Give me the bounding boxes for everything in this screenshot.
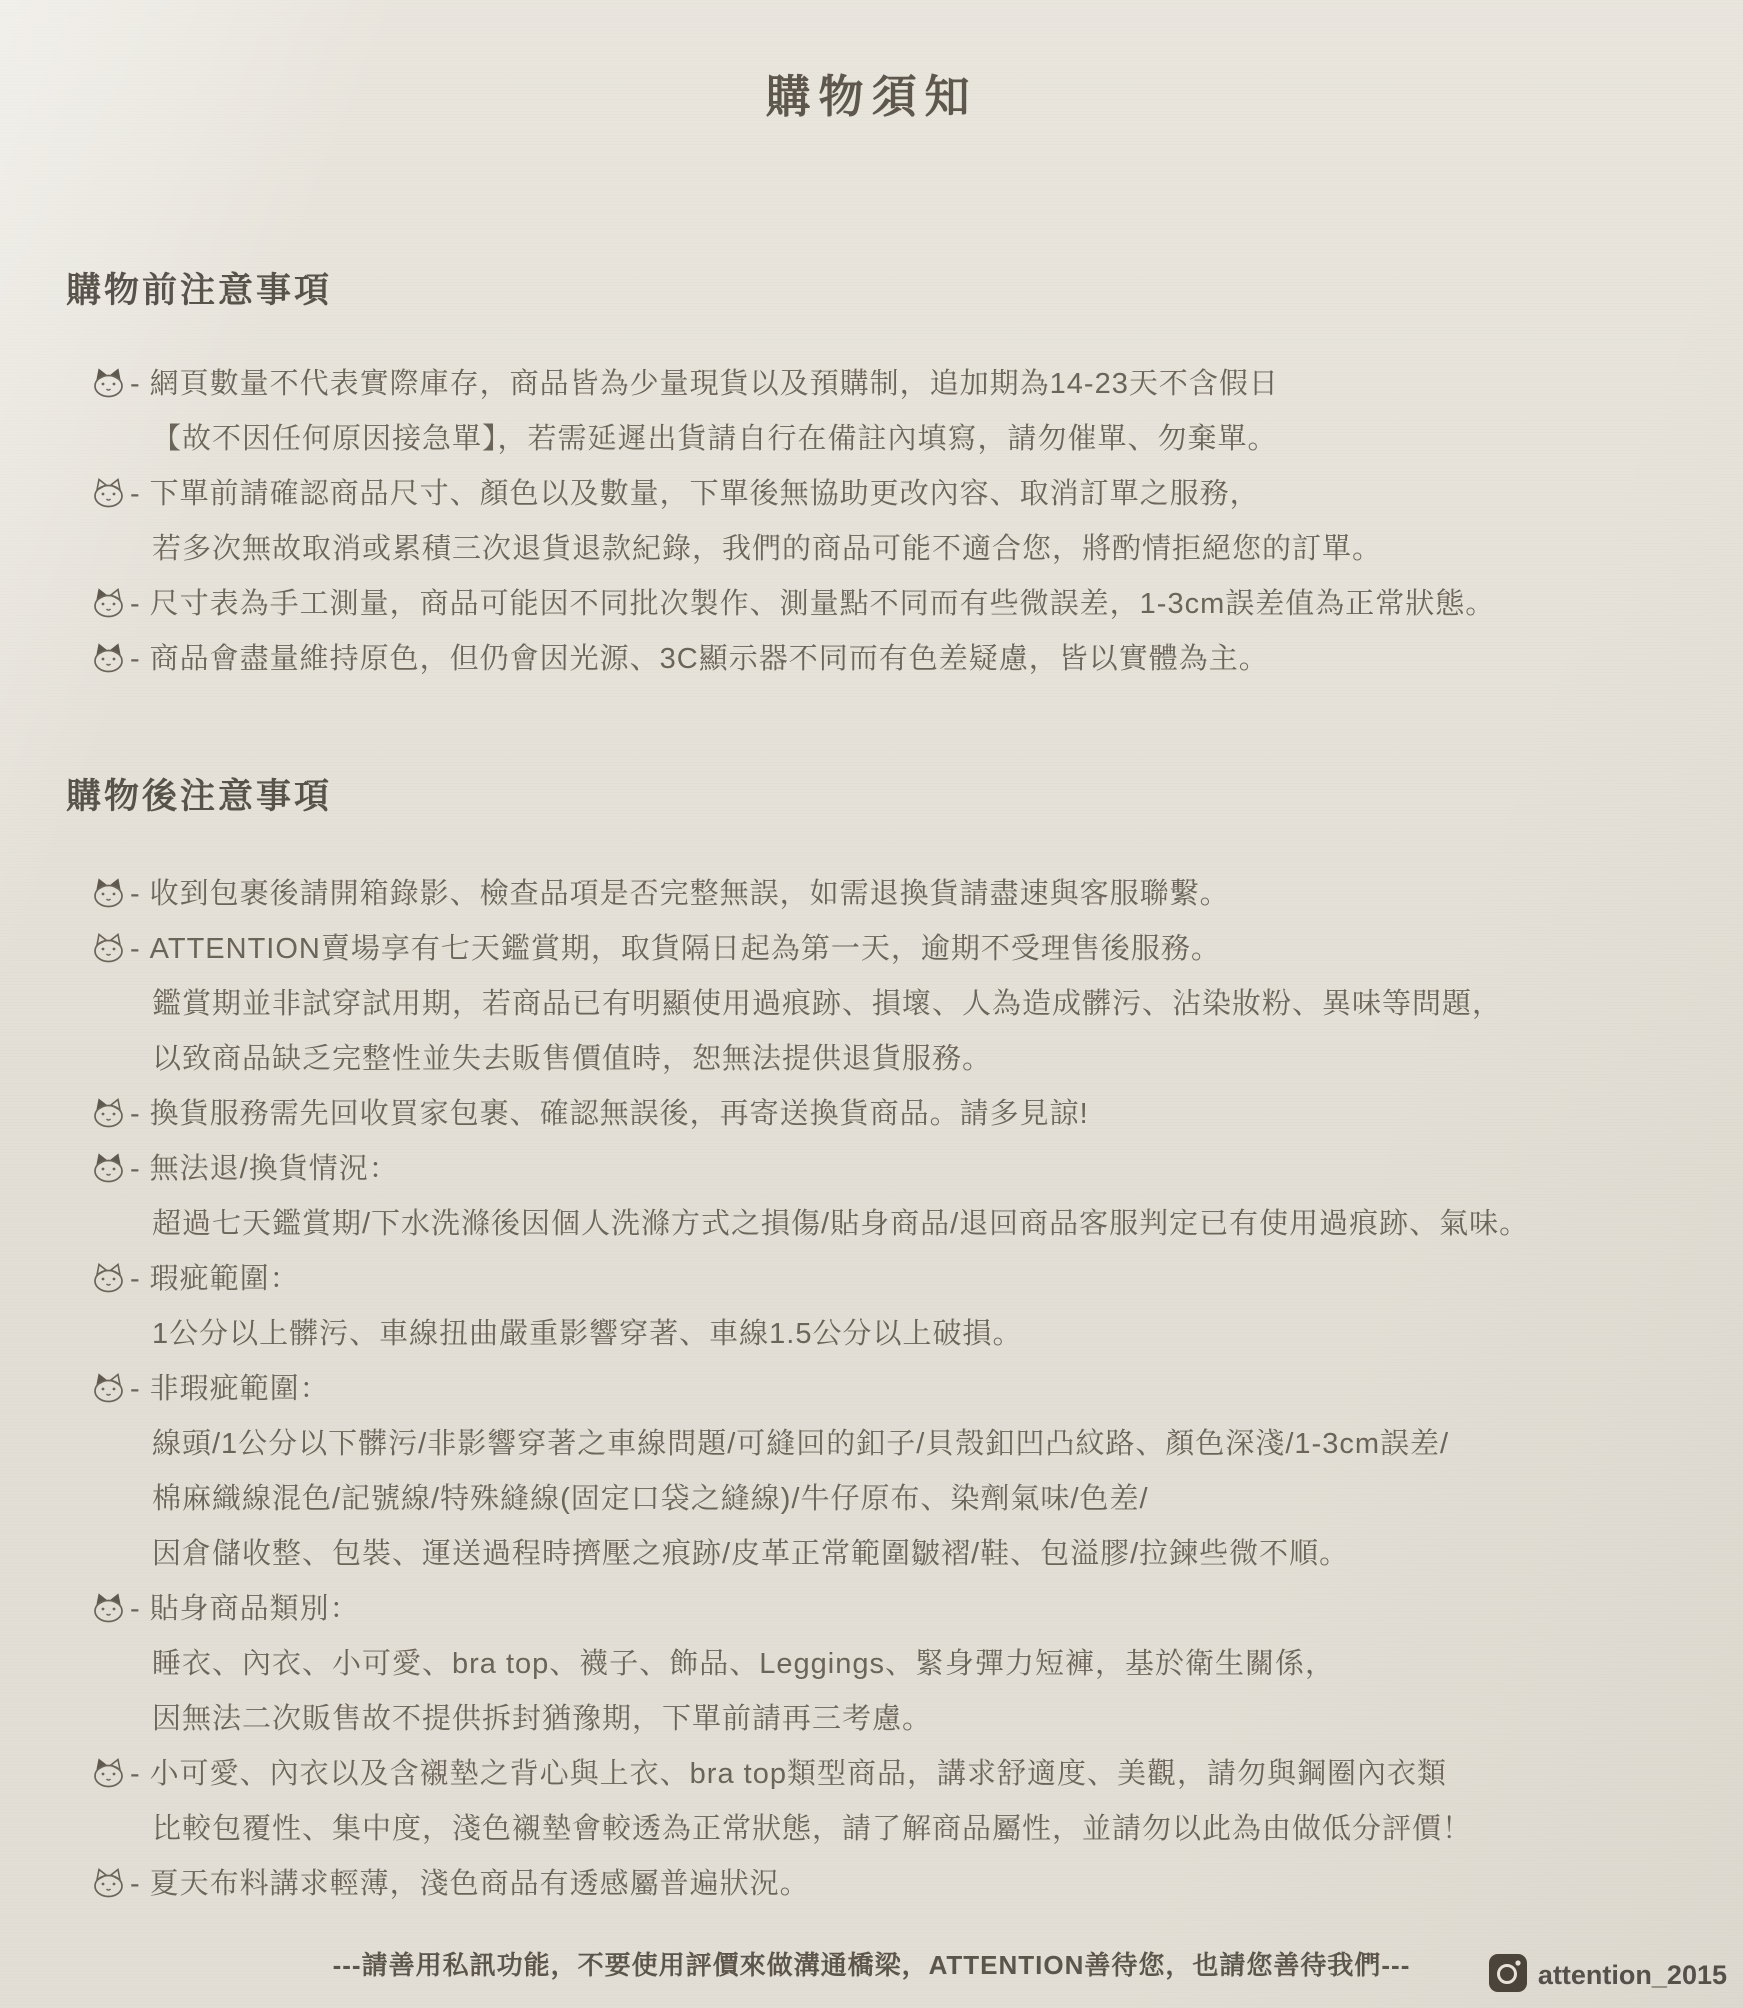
cat-face-icon bbox=[90, 362, 127, 392]
notice-text: 睡衣、內衣、小可愛、bra top、襪子、飾品、Leggings、緊身彈力短褲，基於衛生關係， bbox=[152, 1648, 1335, 1680]
bullet-dash: - bbox=[130, 1758, 141, 1790]
notice-text: 因倉儲收整、包裝、運送過程時擠壓之痕跡/皮革正常範圍皺褶/鞋、包溢膠/拉鍊些微不順。 bbox=[152, 1538, 1350, 1570]
notice-text: 線頭/1公分以下髒污/非影響穿著之車線問題/可縫回的釦子/貝殼釦凹凸紋路、顏色深淺/1-3cm誤差/ bbox=[152, 1428, 1450, 1460]
notice-line bbox=[0, 1087, 1743, 1142]
notice-line bbox=[0, 357, 1743, 412]
notice-text: 商品會盡量維持原色，但仍會因光源、3C顯示器不同而有色差疑慮，皆以實體為主。 bbox=[149, 643, 1269, 675]
cat-face-icon bbox=[90, 1862, 127, 1892]
notice-line bbox=[0, 1252, 1743, 1307]
notice-line bbox=[0, 1747, 1743, 1802]
bullet-dash: - bbox=[130, 478, 141, 510]
notice-line bbox=[0, 1197, 1743, 1252]
notice-text: ATTENTION賣場享有七天鑑賞期，取貨隔日起為第一天，逾期不受理售後服務。 bbox=[149, 933, 1221, 965]
instagram-badge[interactable] bbox=[1488, 1953, 1727, 1998]
notice-line bbox=[0, 1362, 1743, 1417]
notice-text: 1公分以上髒污、車線扭曲嚴重影響穿著、車線1.5公分以上破損。 bbox=[152, 1318, 1023, 1350]
notice-text: 小可愛、內衣以及含襯墊之背心與上衣、bra top類型商品，講求舒適度、美觀，請勿與鋼圈內衣類 bbox=[149, 1758, 1447, 1790]
notice-line bbox=[0, 632, 1743, 687]
notice-text: 【故不因任何原因接急單】，若需延遲出貨請自行在備註內填寫，請勿催單、勿棄單。 bbox=[152, 423, 1278, 455]
notice-line bbox=[0, 412, 1743, 467]
bullet-dash: - bbox=[130, 1868, 141, 1900]
section-before-purchase bbox=[0, 263, 1743, 687]
cat-face-icon bbox=[90, 927, 127, 957]
notice-line bbox=[0, 1472, 1743, 1527]
bullet-dash: - bbox=[130, 1263, 141, 1295]
instagram-icon bbox=[1488, 1953, 1528, 1998]
bullet-dash: - bbox=[130, 1153, 141, 1185]
bullet-dash: - bbox=[130, 878, 141, 910]
notice-line bbox=[0, 867, 1743, 922]
notice-line bbox=[0, 1032, 1743, 1087]
page-title: 購物須知 bbox=[765, 71, 978, 122]
notice-text: 夏天布料講求輕薄，淺色商品有透感屬普遍狀況。 bbox=[149, 1868, 810, 1900]
notice-text: 比較包覆性、集中度，淺色襯墊會較透為正常狀態，請了解商品屬性，並請勿以此為由做低分評價！ bbox=[152, 1813, 1473, 1845]
cat-face-icon bbox=[90, 1092, 127, 1122]
notice-text: 瑕疵範圍： bbox=[149, 1263, 300, 1295]
notice-text: 鑑賞期並非試穿試用期，若商品已有明顯使用過痕跡、損壞、人為造成髒污、沾染妝粉、異味等問題， bbox=[152, 988, 1503, 1020]
notice-text: 若多次無故取消或累積三次退貨退款紀錄，我們的商品可能不適合您，將酌情拒絕您的訂單。 bbox=[152, 533, 1383, 565]
notice-line bbox=[0, 1307, 1743, 1362]
notice-text: 超過七天鑑賞期/下水洗滌後因個人洗滌方式之損傷/貼身商品/退回商品客服判定已有使用過痕跡、氣味。 bbox=[152, 1208, 1530, 1240]
cat-face-icon bbox=[90, 1367, 127, 1397]
cat-face-icon bbox=[90, 637, 127, 667]
cat-face-icon bbox=[90, 872, 127, 902]
bullet-dash: - bbox=[130, 1593, 141, 1625]
notice-line bbox=[0, 1142, 1743, 1197]
notice-text: 棉麻織線混色/記號線/特殊縫線(固定口袋之縫線)/牛仔原布、染劑氣味/色差/ bbox=[152, 1483, 1149, 1515]
cat-face-icon bbox=[90, 472, 127, 502]
bullet-dash: - bbox=[130, 643, 141, 675]
notice-line bbox=[0, 1692, 1743, 1747]
cat-face-icon bbox=[90, 582, 127, 612]
notice-line bbox=[0, 1802, 1743, 1857]
notice-line bbox=[0, 977, 1743, 1032]
section-heading-before: 購物前注意事項 bbox=[66, 271, 333, 310]
notice-text: 非瑕疵範圍： bbox=[149, 1373, 330, 1405]
notice-text: 網頁數量不代表實際庫存，商品皆為少量現貨以及預購制，追加期為14-23天不含假日 bbox=[149, 368, 1279, 400]
instagram-handle: attention_2015 bbox=[1537, 1960, 1727, 1990]
notice-line bbox=[0, 1582, 1743, 1637]
cat-face-icon bbox=[90, 1587, 127, 1617]
notice-line bbox=[0, 522, 1743, 577]
notice-text: 無法退/換貨情況： bbox=[149, 1153, 399, 1185]
notice-text: 下單前請確認商品尺寸、顏色以及數量，下單後無協助更改內容、取消訂單之服務， bbox=[149, 478, 1260, 510]
notice-text: 換貨服務需先回收買家包裹、確認無誤後，再寄送換貨商品。請多見諒! bbox=[149, 1098, 1089, 1130]
footer-note: ---請善用私訊功能，不要使用評價來做溝通橋梁，ATTENTION善待您，也請您善待我們--- bbox=[332, 1950, 1411, 1980]
notice-line bbox=[0, 1527, 1743, 1582]
notice-text: 尺寸表為手工測量，商品可能因不同批次製作、測量點不同而有些微誤差，1-3cm誤差值為正常狀態。 bbox=[149, 588, 1496, 620]
section-after-purchase bbox=[0, 769, 1743, 1912]
cat-face-icon bbox=[90, 1257, 127, 1287]
notice-line bbox=[0, 922, 1743, 977]
notice-text: 收到包裹後請開箱錄影、檢查品項是否完整無誤，如需退換貨請盡速與客服聯繫。 bbox=[149, 878, 1230, 910]
section-heading-after: 購物後注意事項 bbox=[66, 777, 333, 816]
notice-line bbox=[0, 577, 1743, 632]
notice-line bbox=[0, 1857, 1743, 1912]
notice-text: 以致商品缺乏完整性並失去販售價值時，恕無法提供退貨服務。 bbox=[152, 1043, 993, 1075]
bullet-dash: - bbox=[130, 933, 141, 965]
bullet-dash: - bbox=[130, 368, 141, 400]
notice-line bbox=[0, 1417, 1743, 1472]
notice-text: 因無法二次販售故不提供拆封猶豫期，下單前請再三考慮。 bbox=[152, 1703, 933, 1735]
bullet-dash: - bbox=[130, 1098, 141, 1130]
notice-line bbox=[0, 467, 1743, 522]
bullet-dash: - bbox=[130, 1373, 141, 1405]
bullet-dash: - bbox=[130, 588, 141, 620]
cat-face-icon bbox=[90, 1752, 127, 1782]
notice-line bbox=[0, 1637, 1743, 1692]
cat-face-icon bbox=[90, 1147, 127, 1177]
notice-text: 貼身商品類別： bbox=[149, 1593, 360, 1625]
